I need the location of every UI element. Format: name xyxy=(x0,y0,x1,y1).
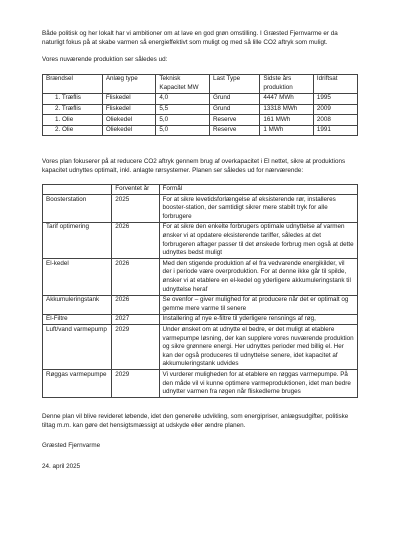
fuel-cell: 1. Olie xyxy=(43,115,103,126)
commissioned-cell: 2009 xyxy=(313,104,357,115)
production-cell: 161 MWh xyxy=(260,115,314,126)
fuel-cell: 2. Træflis xyxy=(43,104,103,115)
header-expected-year: Forventet år xyxy=(112,184,159,195)
header-plant-type: Anlæg type xyxy=(102,74,156,93)
table-row xyxy=(43,104,358,115)
capacity-cell: 5,0 xyxy=(156,115,210,126)
year-cell: 2026 xyxy=(112,295,159,314)
plan-intro: Vores plan fokuserer på at reducere CO2 aftryk gennem brug af overkapacitet i El nettet, sikre at produktions kapacitet udnyttes optimalt, inkl. anlagte rørsystemer. Planen ser således ud for nærværende: xyxy=(42,158,346,174)
plant-type-cell: Fliskedel xyxy=(102,104,156,115)
plan-table xyxy=(42,184,358,399)
plant-type-cell: Oliekedel xyxy=(102,115,156,126)
purpose-cell: Se ovenfor – giver mulighed for at producere når det er optimalt og gemme mere varme til senere xyxy=(159,295,357,314)
year-cell: 2029 xyxy=(112,325,159,370)
year-cell: 2026 xyxy=(112,222,159,258)
production-cell: 1 MWh xyxy=(260,125,314,136)
year-cell: 2025 xyxy=(112,195,159,223)
capacity-cell: 5,0 xyxy=(156,125,210,136)
capacity-cell: 5,5 xyxy=(156,104,210,115)
capacity-cell: 4,0 xyxy=(156,93,210,104)
document-date: 24. april 2025 xyxy=(42,462,81,470)
year-cell: 2027 xyxy=(112,314,159,325)
project-cell: Boosterstation xyxy=(43,195,112,223)
signature: Græsted Fjernvarme xyxy=(42,442,101,450)
production-intro: Vores nuværende produktion ser således ud: xyxy=(42,56,168,64)
header-load-type: Last Type xyxy=(209,74,259,93)
header-commissioned: Idriftsat xyxy=(313,74,357,93)
table-row xyxy=(43,222,358,258)
project-cell: Akkumuleringstank xyxy=(43,295,112,314)
fuel-cell: 2. Olie xyxy=(43,125,103,136)
project-cell: El-Filtre xyxy=(43,314,112,325)
load-type-cell: Grund xyxy=(209,104,259,115)
purpose-cell: Med den stigende produktion af el fra vedvarende energikilder, vil der i periode være overproduktion. For at denne ikke går til spilde, ønsker vi at etablere en el-kedel og yderligere akkumuleringstank til udnyttelse heraf xyxy=(159,259,357,295)
load-type-cell: Reserve xyxy=(209,125,259,136)
table-row xyxy=(43,325,358,370)
header-capacity: Teknisk Kapacitet MW xyxy=(156,74,210,93)
load-type-cell: Reserve xyxy=(209,115,259,126)
header-fuel: Brændsel xyxy=(43,74,103,93)
commissioned-cell: 1991 xyxy=(313,125,357,136)
year-cell: 2029 xyxy=(112,370,159,398)
header-last-year-production: Sidste års produktion xyxy=(260,74,314,93)
intro-paragraph: Både politisk og her lokalt har vi ambitioner om at lave en god grøn omstilling. I Græsted Fjernvarme er da naturligt fokus på at skabe varmen så energieffektivt som muligt og med så lille CO2 aftryk som muligt. xyxy=(42,30,338,46)
purpose-cell: Vi vurderer muligheden for at etablere en røggas varmepumpe. På den måde vil vi kunne optimere varmeproduktionen, idet man bedre udnytter varmen fra røgen når fliskedlerne bruges xyxy=(159,370,357,398)
purpose-cell: Installering af nye e-filtre til yderligere rensnings af røg, xyxy=(159,314,357,325)
production-cell: 4447 MWh xyxy=(260,93,314,104)
table-row xyxy=(43,314,358,325)
table-row xyxy=(43,93,358,104)
year-cell: 2026 xyxy=(112,259,159,295)
project-cell: El-kedel xyxy=(43,259,112,295)
project-cell: Luft/vand varmepump xyxy=(43,325,112,370)
purpose-cell: For at sikre levetidsforlængelse af eksisterende rør, installeres booster-station, der samtidigt sikrer mere stabilt tryk for alle forbrugere xyxy=(159,195,357,223)
purpose-cell: Under ønsket om at udnytte el bedre, er det muligt at etablere varmepumpe løsning, der kan supplere vores nuværende produktion og sikre grønnere energi. Her udnyttes perioder med billig el. Her kan der også produceres til udnyttelse senere, idet kapacitet af akkumuleringstank udvides xyxy=(159,325,357,370)
plant-type-cell: Fliskedel xyxy=(102,93,156,104)
table-row xyxy=(43,295,358,314)
production-table xyxy=(42,74,358,137)
project-cell: Røggas varmepumpe xyxy=(43,370,112,398)
table-row xyxy=(43,195,358,223)
closing-paragraph: Denne plan vil blive revideret løbende, idet den generelle udvikling, som energipriser, anlægsudgifter, politiske tiltag m.m. kan gøre det hensigtsmæssigt at udskyde eller ændre planen. xyxy=(42,413,349,429)
project-cell: Tarif optimering xyxy=(43,222,112,258)
table-row xyxy=(43,259,358,295)
table-row xyxy=(43,125,358,136)
load-type-cell: Grund xyxy=(209,93,259,104)
commissioned-cell: 1995 xyxy=(313,93,357,104)
fuel-cell: 1. Træflis xyxy=(43,93,103,104)
purpose-cell: For at sikre den enkelte forbrugers optimale udnyttelse af varmen ønsker vi at opdatere eksisterende tariffer, således at det forbrugeren aftager passer til det ønskede forbrug men også at dette udnyttes bedst muligt xyxy=(159,222,357,258)
table-row xyxy=(43,115,358,126)
header-purpose: Formål xyxy=(159,184,357,195)
production-cell: 13318 MWh xyxy=(260,104,314,115)
commissioned-cell: 2008 xyxy=(313,115,357,126)
header-project xyxy=(43,184,112,195)
plan-header-row xyxy=(43,184,358,195)
table-row xyxy=(43,370,358,398)
production-header-row xyxy=(43,74,358,93)
plant-type-cell: Oliekedel xyxy=(102,125,156,136)
